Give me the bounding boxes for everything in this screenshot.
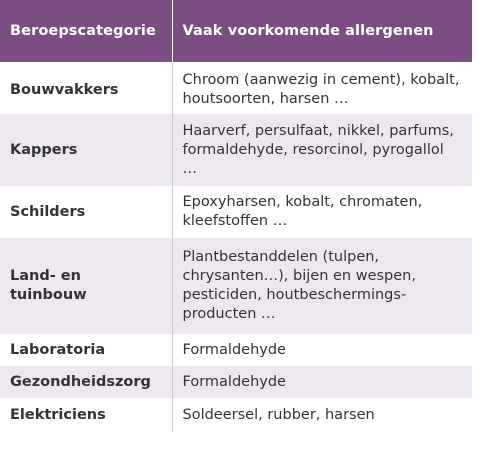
row-allergens: Formaldehyde bbox=[172, 366, 472, 398]
header-occupation-category: Beroepscategorie bbox=[0, 0, 172, 62]
table-row bbox=[0, 398, 472, 432]
header-common-allergens: Vaak voorkomende allergenen bbox=[172, 0, 472, 62]
row-allergens: Soldeersel, rubber, harsen bbox=[182, 406, 375, 423]
row-allergens: Plantbestanddelen (tulpen, chrysanten…), bijen en wespen, pesticiden, houtbeschermings-producten … bbox=[172, 238, 472, 334]
row-category: Kappers bbox=[0, 114, 172, 186]
row-category: Gezondheidszorg bbox=[0, 366, 172, 398]
row-allergens: Formaldehyde bbox=[182, 341, 286, 358]
row-category: Land- en tuinbouw bbox=[0, 238, 172, 334]
row-allergens: Chroom (aanwezig in cement), kobalt, houtsoorten, harsen … bbox=[182, 72, 460, 107]
table-row bbox=[0, 238, 472, 334]
row-allergens: Epoxyharsen, kobalt, chromaten, kleefstoffen … bbox=[182, 194, 423, 229]
table-row bbox=[0, 186, 472, 238]
row-category: Bouwvakkers bbox=[0, 62, 172, 114]
table-row bbox=[0, 366, 472, 398]
row-category: Laboratoria bbox=[0, 334, 172, 366]
row-category: Elektriciens bbox=[0, 398, 172, 432]
table-header-row bbox=[0, 0, 472, 62]
row-allergens: Haarverf, persulfaat, nikkel, parfums, formaldehyde, resorcinol, pyrogallol … bbox=[172, 114, 472, 186]
row-category: Schilders bbox=[0, 186, 172, 238]
table-row bbox=[0, 114, 472, 186]
table-row bbox=[0, 62, 472, 114]
table-row bbox=[0, 334, 472, 366]
